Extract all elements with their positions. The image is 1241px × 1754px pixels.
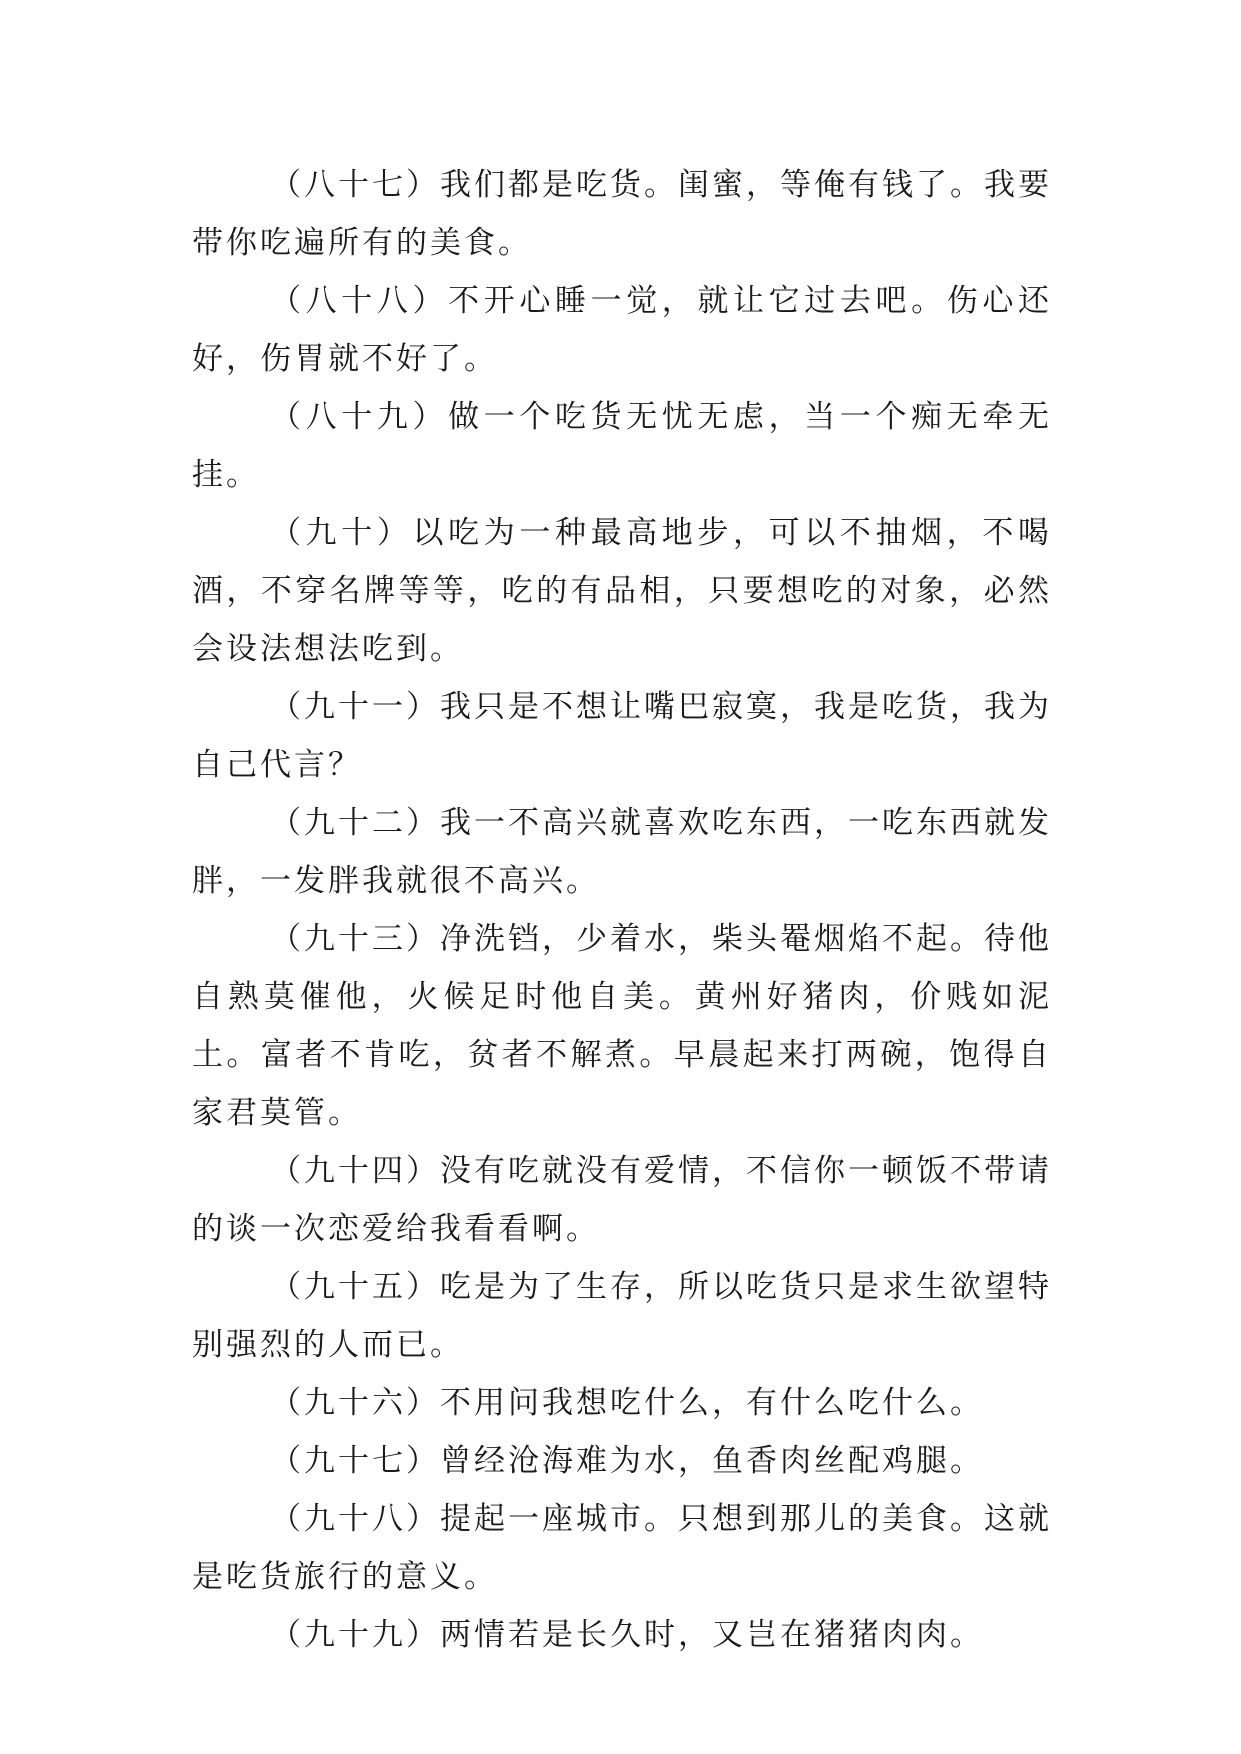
paragraph-88: （八十八）不开心睡一觉，就让它过去吧。伤心还好，伤胃就不好了。	[192, 283, 1052, 377]
paragraph-96: （九十六）不用问我想吃什么，有什么吃什么。	[270, 1385, 984, 1421]
paragraph-97: （九十七）曾经沧海难为水，鱼香肉丝配鸡腿。	[270, 1443, 984, 1479]
document-body	[192, 156, 1052, 1664]
paragraph-93: （九十三）净洗铛，少着水，柴头罨烟焰不起。待他自熟莫催他，火候足时他自美。黄州好猪肉，价贱如泥土。富者不肯吃，贫者不解煮。早晨起来打两碗，饱得自家君莫管。	[192, 921, 1052, 1131]
paragraph-89: （八十九）做一个吃货无忧无虑，当一个痴无牵无挂。	[192, 399, 1052, 493]
paragraph-98: （九十八）提起一座城市。只想到那儿的美食。这就是吃货旅行的意义。	[192, 1501, 1052, 1595]
paragraph-90: （九十）以吃为一种最高地步，可以不抽烟，不喝酒，不穿名牌等等，吃的有品相，只要想吃的对象，必然会设法想法吃到。	[192, 515, 1052, 667]
paragraph-99: （九十九）两情若是长久时，又岂在猪猪肉肉。	[270, 1617, 984, 1653]
paragraph-91: （九十一）我只是不想让嘴巴寂寞，我是吃货，我为自己代言？	[192, 689, 1052, 783]
paragraph-92: （九十二）我一不高兴就喜欢吃东西，一吃东西就发胖，一发胖我就很不高兴。	[192, 805, 1052, 899]
paragraph-94: （九十四）没有吃就没有爱情，不信你一顿饭不带请的谈一次恋爱给我看看啊。	[192, 1153, 1052, 1247]
paragraph-87: （八十七）我们都是吃货。闺蜜，等俺有钱了。我要带你吃遍所有的美食。	[192, 167, 1052, 261]
paragraph-95: （九十五）吃是为了生存，所以吃货只是求生欲望特别强烈的人而已。	[192, 1269, 1052, 1363]
